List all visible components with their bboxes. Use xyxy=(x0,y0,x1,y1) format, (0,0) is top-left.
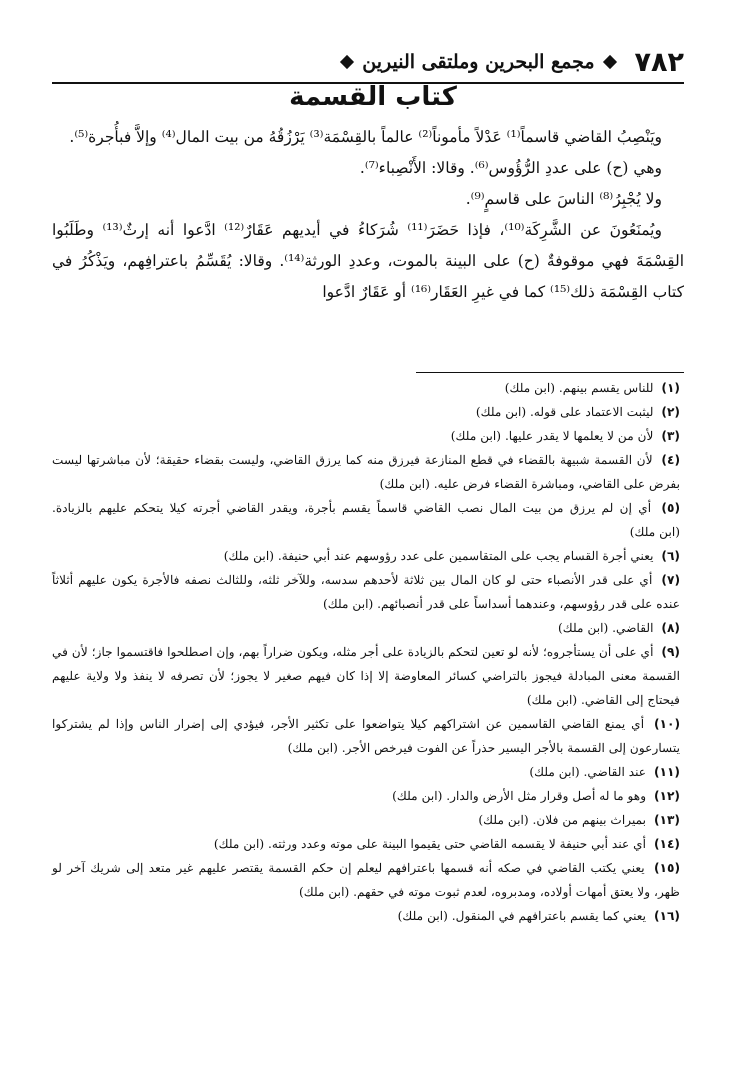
footnote xyxy=(52,448,684,496)
footnote-text: أي عند أبي حنيفة لا يقسمه القاضي حتى يقيموا البينة على موته وعدد ورثته. xyxy=(268,837,647,851)
footnote-number: (٣) xyxy=(661,429,680,443)
footnote-text: يعني يكتب القاضي في صكه أنه قسمها باعترافهم ليعلم إن حكم القسمة يقتصر عليهم غير متعد إلى شريك آخر لو ظهر، ولا يعتق أمهات أولاده، ومدبروه، لعدم ثبوت موته في حقهم. xyxy=(52,861,680,899)
footnote-text: لأن من لا يعلمها لا يقدر عليها. xyxy=(504,429,654,443)
footnote xyxy=(52,496,684,544)
footnote-source: (ابن ملك) xyxy=(223,549,274,563)
footnote-source: (ابن ملك) xyxy=(397,909,448,923)
footnote-number: (١٤) xyxy=(653,837,680,851)
footnote-source: (ابن ملك) xyxy=(213,837,265,851)
footnote-source: (ابن ملك) xyxy=(392,789,443,803)
footnote-text: القاضي. xyxy=(612,621,654,635)
footnote-source: (ابن ملك) xyxy=(287,741,338,755)
footnote xyxy=(52,808,684,832)
main-text xyxy=(52,122,684,308)
footnote-source: (ابن ملك) xyxy=(298,885,350,899)
footnote-source: (ابن ملك) xyxy=(529,765,580,779)
footnote xyxy=(52,568,684,616)
footnote-number: (١٥) xyxy=(653,861,681,875)
paragraph: ولا يُجْبِرُ⁽⁸⁾ الناسَ على قاسمٍ⁽⁹⁾. xyxy=(465,190,662,208)
footnote xyxy=(52,832,684,856)
footnote-number: (١٣) xyxy=(653,813,680,827)
footnote xyxy=(52,616,684,640)
footnote xyxy=(52,376,684,400)
footnote-text: أي على أن يستأجروه؛ لأنه لو تعين لتحكم بالزيادة على أجر مثله، ويكون ضراراً بهم، وإن اصطلحوا فاقتسموا جاز؛ لأن في القسمة معنى المبادلة فيجوز بالتراضي كسائر المعاوضة إلا إذا كان فيهم صغير لا يجوز؛ لأن تصرفه لا ينفذ ولا ولاية عليهم فيحتاج إلى القاضي. xyxy=(52,645,680,707)
footnote-text: يعني كما يقسم باعترافهم في المنقول. xyxy=(451,909,647,923)
footnote-number: (١) xyxy=(661,381,680,395)
footnote-number: (١٠) xyxy=(653,717,681,731)
diamond-icon xyxy=(602,55,616,69)
footnote-number: (٢) xyxy=(661,405,680,419)
footnote-text: ليثبت الاعتماد على قوله. xyxy=(529,405,654,419)
running-header xyxy=(52,42,684,84)
paragraph: ويُمنَعُونَ عن الشَّرِكَة⁽¹⁰⁾، فإذا حَضَرَ⁽¹¹⁾ شُرَكاءُ في أيديهم عَقَارٌ⁽¹²⁾ ادَّعوا أنه إرثٌ⁽¹³⁾ وطَلَبُوا القِسْمَةَ فهي موقوفةٌ (ح) على البينة بالموت، وعددِ الورثة⁽¹⁴⁾. وقالا: يُقَسِّمُ باعترافِهم، ويَذْكُرُ في كتاب القِسْمَة ذلك⁽¹⁵⁾ كما في غيرِ العَقَار⁽¹⁶⁾ أو عَقَارٌ ادَّعوا xyxy=(52,221,685,301)
footnote-separator xyxy=(416,372,684,373)
footnote-number: (٨) xyxy=(661,621,680,635)
book-title: مجمع البحرين وملتقى النيرين xyxy=(362,51,595,73)
footnote-source: (ابن ملك) xyxy=(526,693,578,707)
footnote xyxy=(52,784,684,808)
footnote-text: أي إن لم يرزق من بيت المال نصب القاضي قاسماً يقسم بأجرة، ويقدر القاضي أجرته كيلا يتحكم عليهم بالزيادة. xyxy=(52,501,652,515)
footnote xyxy=(52,856,684,904)
footnote-number: (١٢) xyxy=(653,789,680,803)
footnote-number: (٤) xyxy=(661,453,681,467)
footnote xyxy=(52,640,684,712)
diamond-icon xyxy=(340,55,354,69)
paragraph: ويَنْصِبُ القاضي قاسماً⁽¹⁾ عَدْلاً مأموناً⁽²⁾ عالماً بالقِسْمَة⁽³⁾ يَرْزُقُهُ من بيت المال⁽⁴⁾ وإلاَّ فبأُجرة⁽⁵⁾. xyxy=(69,128,662,146)
footnote-number: (٩) xyxy=(661,645,680,659)
footnote xyxy=(52,904,684,928)
footnote-number: (٧) xyxy=(661,573,681,587)
footnote xyxy=(52,712,684,760)
footnote-text: أي يمنع القاضي القاسمين عن اشتراكهم كيلا يتواضعوا على تكثير الأجر، فيؤدي إلى إضرار الناس وإذا لم يشتركوا يتسارعون إلى القسمة بالأجر اليسير حذراً عن الفوت فيرخص الأجر. xyxy=(52,717,680,755)
footnote-source: (ابن ملك) xyxy=(322,597,374,611)
footnote-number: (٥) xyxy=(661,501,681,515)
footnote-text: وهو ما له أصل وقرار مثل الأرض والدار. xyxy=(446,789,647,803)
footnote-source: (ابن ملك) xyxy=(450,429,502,443)
footnote xyxy=(52,424,684,448)
footnote-source: (ابن ملك) xyxy=(558,621,609,635)
footnotes xyxy=(52,376,684,928)
footnote-source: (ابن ملك) xyxy=(629,525,680,539)
footnote-text: يعني أجرة القسام يجب على المتقاسمين على عدد رؤوسهم عند أبي حنيفة. xyxy=(277,549,654,563)
footnote-number: (١١) xyxy=(653,765,680,779)
paragraph: وهي (ح) على عددِ الرُّؤُوس⁽⁶⁾. وقالا: الأَنْصِباء⁽⁷⁾. xyxy=(359,159,662,177)
footnote-source: (ابن ملك) xyxy=(504,381,555,395)
footnote-source: (ابن ملك) xyxy=(379,477,430,491)
footnote-source: (ابن ملك) xyxy=(475,405,527,419)
footnote xyxy=(52,400,684,424)
page-number: ٧٨٢ xyxy=(634,46,684,78)
footnote-text: لأن القسمة شبيهة بالقضاء في قطع المنازعة فيرزق منه كما يرزق القاضي، وليست بقضاء حقيقة؛ لأن مباشرتها ليست بفرض على القاضي، ومباشرة القضاء فرض عليه. xyxy=(52,453,680,491)
footnote-text: بميراث بينهم من فلان. xyxy=(532,813,647,827)
footnote-number: (٦) xyxy=(661,549,680,563)
footnote-text: للناس يقسم بينهم. xyxy=(558,381,654,395)
footnote-text: عند القاضي. xyxy=(583,765,647,779)
footnote xyxy=(52,760,684,784)
footnote-text: أي على قدر الأنصباء حتى لو كان المال بين ثلاثة لأحدهم سدسه، وللآخر ثلثه، وللثالث نصفه فالأجرة يكون عليهم أثلاثاً عنده على قدر رؤوسهم، وعندهما أسداساً على قدر أنصبائهم. xyxy=(52,573,680,611)
footnote-number: (١٦) xyxy=(653,909,680,923)
chapter-title: كتاب القسمة xyxy=(289,82,457,112)
footnote-source: (ابن ملك) xyxy=(478,813,529,827)
footnote xyxy=(52,544,684,568)
